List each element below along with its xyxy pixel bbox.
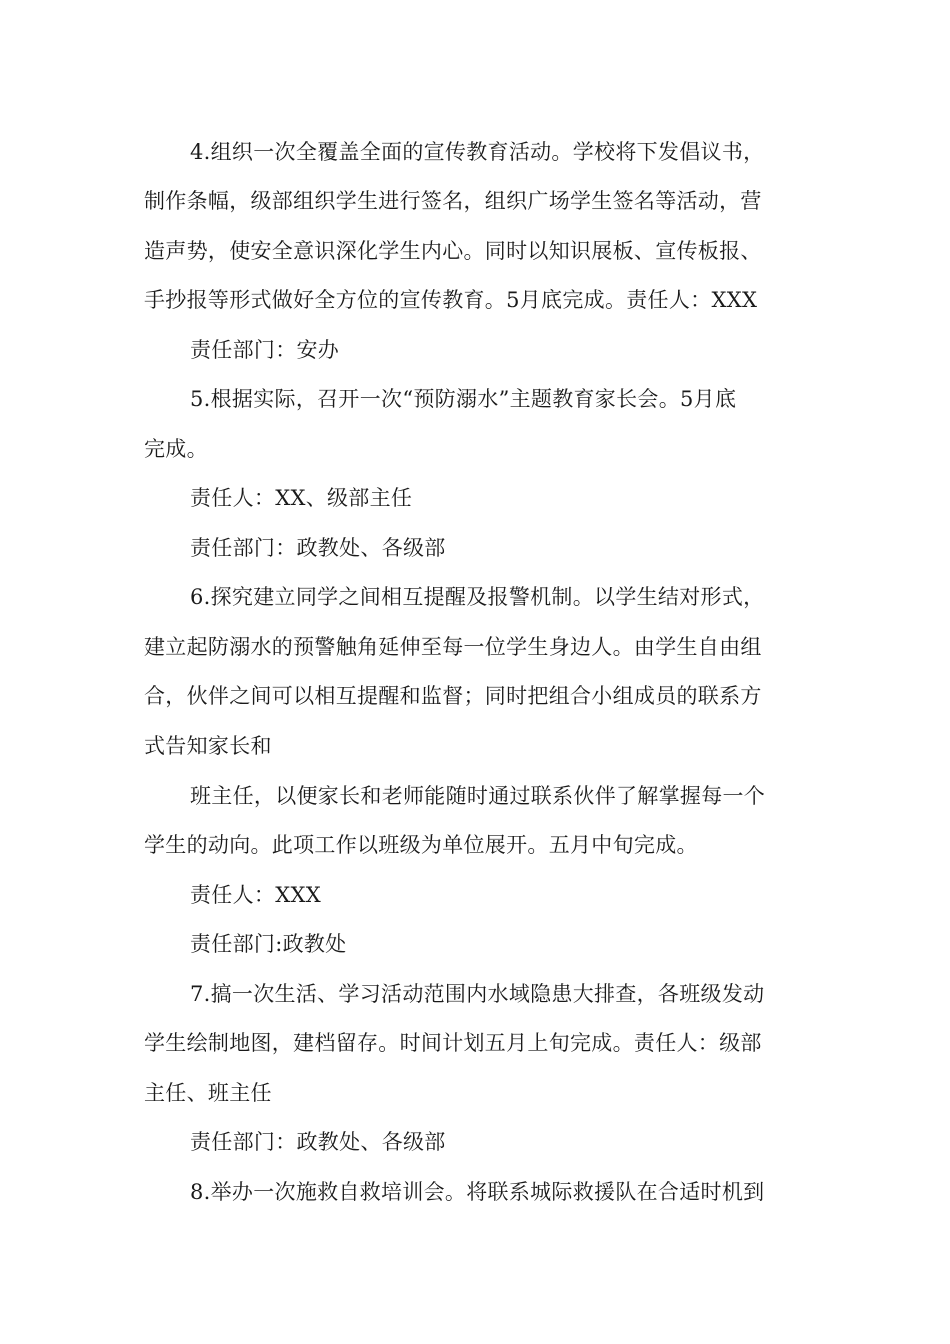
text-line: 8.举办一次施救自救培训会。将联系城际救援队在合适时机到 xyxy=(190,1180,765,1204)
text-line: 7.搞一次生活、学习活动范围内水域隐患大排查，各班级发动 xyxy=(190,982,765,1006)
text-line: 5.根据实际，召开一次“预防溺水”主题教育家长会。5月底 xyxy=(190,387,737,411)
text-line: 责任部门：政教处、各级部 xyxy=(190,1130,446,1154)
text-line: 责任部门：安办 xyxy=(190,338,340,362)
text-line: 建立起防溺水的预警触角延伸至每一位学生身边人。由学生自由组 xyxy=(144,635,762,659)
text-line: 责任部门：政教处、各级部 xyxy=(190,536,446,560)
text-line: 主任、班主任 xyxy=(144,1081,272,1105)
text-line: 6.探究建立同学之间相互提醒及报警机制。以学生结对形式， xyxy=(190,585,765,609)
text-line: 完成。 xyxy=(144,437,208,461)
text-line: 手抄报等形式做好全方位的宣传教育。5月底完成。责任人：XXX xyxy=(144,288,758,312)
text-line: 责任人：XXX xyxy=(190,883,321,907)
text-line: 学生的动向。此项工作以班级为单位展开。五月中旬完成。 xyxy=(144,833,698,857)
text-line: 制作条幅，级部组织学生进行签名，组织广场学生签名等活动，营 xyxy=(144,189,762,213)
text-line: 合，伙伴之间可以相互提醒和监督；同时把组合小组成员的联系方 xyxy=(144,684,762,708)
text-line: 式告知家长和 xyxy=(144,734,272,758)
text-line: 班主任，以便家长和老师能随时通过联系伙伴了解掌握每一个 xyxy=(190,784,766,808)
text-line: 造声势，使安全意识深化学生内心。同时以知识展板、宣传板报、 xyxy=(144,239,762,263)
text-line: 责任人：XX、级部主任 xyxy=(190,486,413,510)
text-line: 学生绘制地图，建档留存。时间计划五月上旬完成。责任人：级部 xyxy=(144,1031,762,1055)
text-line: 责任部门:政教处 xyxy=(190,932,347,956)
text-line: 4.组织一次全覆盖全面的宣传教育活动。学校将下发倡议书， xyxy=(190,140,765,164)
